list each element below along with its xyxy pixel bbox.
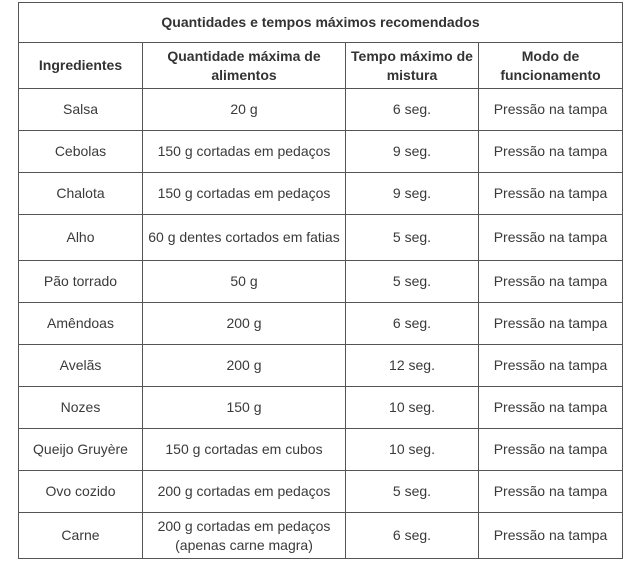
cell-mode: Pressão na tampa	[479, 345, 623, 387]
cell-time: 10 seg.	[346, 387, 479, 429]
recommended-times-table	[18, 2, 623, 559]
cell-mode: Pressão na tampa	[479, 429, 623, 471]
header-max-quantity: Quantidade máxima de alimentos	[143, 43, 346, 89]
cell-ingredient: Salsa	[19, 89, 143, 131]
cell-quantity: 60 g dentes cortados em fatias	[143, 215, 346, 261]
cell-time: 5 seg.	[346, 215, 479, 261]
cell-quantity: 150 g	[143, 387, 346, 429]
table-row	[19, 89, 623, 131]
cell-ingredient: Ovo cozido	[19, 471, 143, 513]
table-row	[19, 131, 623, 173]
table-row	[19, 471, 623, 513]
table-row	[19, 429, 623, 471]
table-header-row	[19, 43, 623, 89]
cell-ingredient: Avelãs	[19, 345, 143, 387]
cell-quantity: 20 g	[143, 89, 346, 131]
cell-ingredient: Chalota	[19, 173, 143, 215]
cell-quantity: 150 g cortadas em cubos	[143, 429, 346, 471]
header-max-time: Tempo máximo de mistura	[346, 43, 479, 89]
cell-time: 6 seg.	[346, 303, 479, 345]
cell-mode: Pressão na tampa	[479, 215, 623, 261]
cell-mode: Pressão na tampa	[479, 303, 623, 345]
table-title-row	[19, 3, 623, 43]
cell-time: 12 seg.	[346, 345, 479, 387]
header-mode: Modo de funcionamento	[479, 43, 623, 89]
cell-mode: Pressão na tampa	[479, 471, 623, 513]
cell-ingredient: Alho	[19, 215, 143, 261]
header-ingredients: Ingredientes	[19, 43, 143, 89]
cell-quantity: 150 g cortadas em pedaços	[143, 131, 346, 173]
cell-time: 6 seg.	[346, 513, 479, 559]
cell-quantity: 200 g cortadas em pedaços	[143, 471, 346, 513]
cell-ingredient: Amêndoas	[19, 303, 143, 345]
cell-quantity: 150 g cortadas em pedaços	[143, 173, 346, 215]
cell-mode: Pressão na tampa	[479, 261, 623, 303]
cell-time: 9 seg.	[346, 173, 479, 215]
cell-quantity: 50 g	[143, 261, 346, 303]
cell-time: 6 seg.	[346, 89, 479, 131]
table-row	[19, 513, 623, 559]
table-row	[19, 303, 623, 345]
table-row	[19, 345, 623, 387]
cell-quantity: 200 g cortadas em pedaços (apenas carne magra)	[143, 513, 346, 559]
cell-ingredient: Queijo Gruyère	[19, 429, 143, 471]
cell-time: 9 seg.	[346, 131, 479, 173]
cell-mode: Pressão na tampa	[479, 387, 623, 429]
table-row	[19, 173, 623, 215]
cell-mode: Pressão na tampa	[479, 89, 623, 131]
cell-mode: Pressão na tampa	[479, 513, 623, 559]
cell-ingredient: Cebolas	[19, 131, 143, 173]
cell-time: 5 seg.	[346, 471, 479, 513]
cell-mode: Pressão na tampa	[479, 131, 623, 173]
cell-ingredient: Carne	[19, 513, 143, 559]
cell-time: 5 seg.	[346, 261, 479, 303]
cell-quantity: 200 g	[143, 345, 346, 387]
table-title: Quantidades e tempos máximos recomendados	[19, 3, 623, 43]
table-row	[19, 261, 623, 303]
cell-quantity: 200 g	[143, 303, 346, 345]
cell-ingredient: Nozes	[19, 387, 143, 429]
cell-mode: Pressão na tampa	[479, 173, 623, 215]
table-row	[19, 215, 623, 261]
cell-time: 10 seg.	[346, 429, 479, 471]
table-row	[19, 387, 623, 429]
cell-ingredient: Pão torrado	[19, 261, 143, 303]
